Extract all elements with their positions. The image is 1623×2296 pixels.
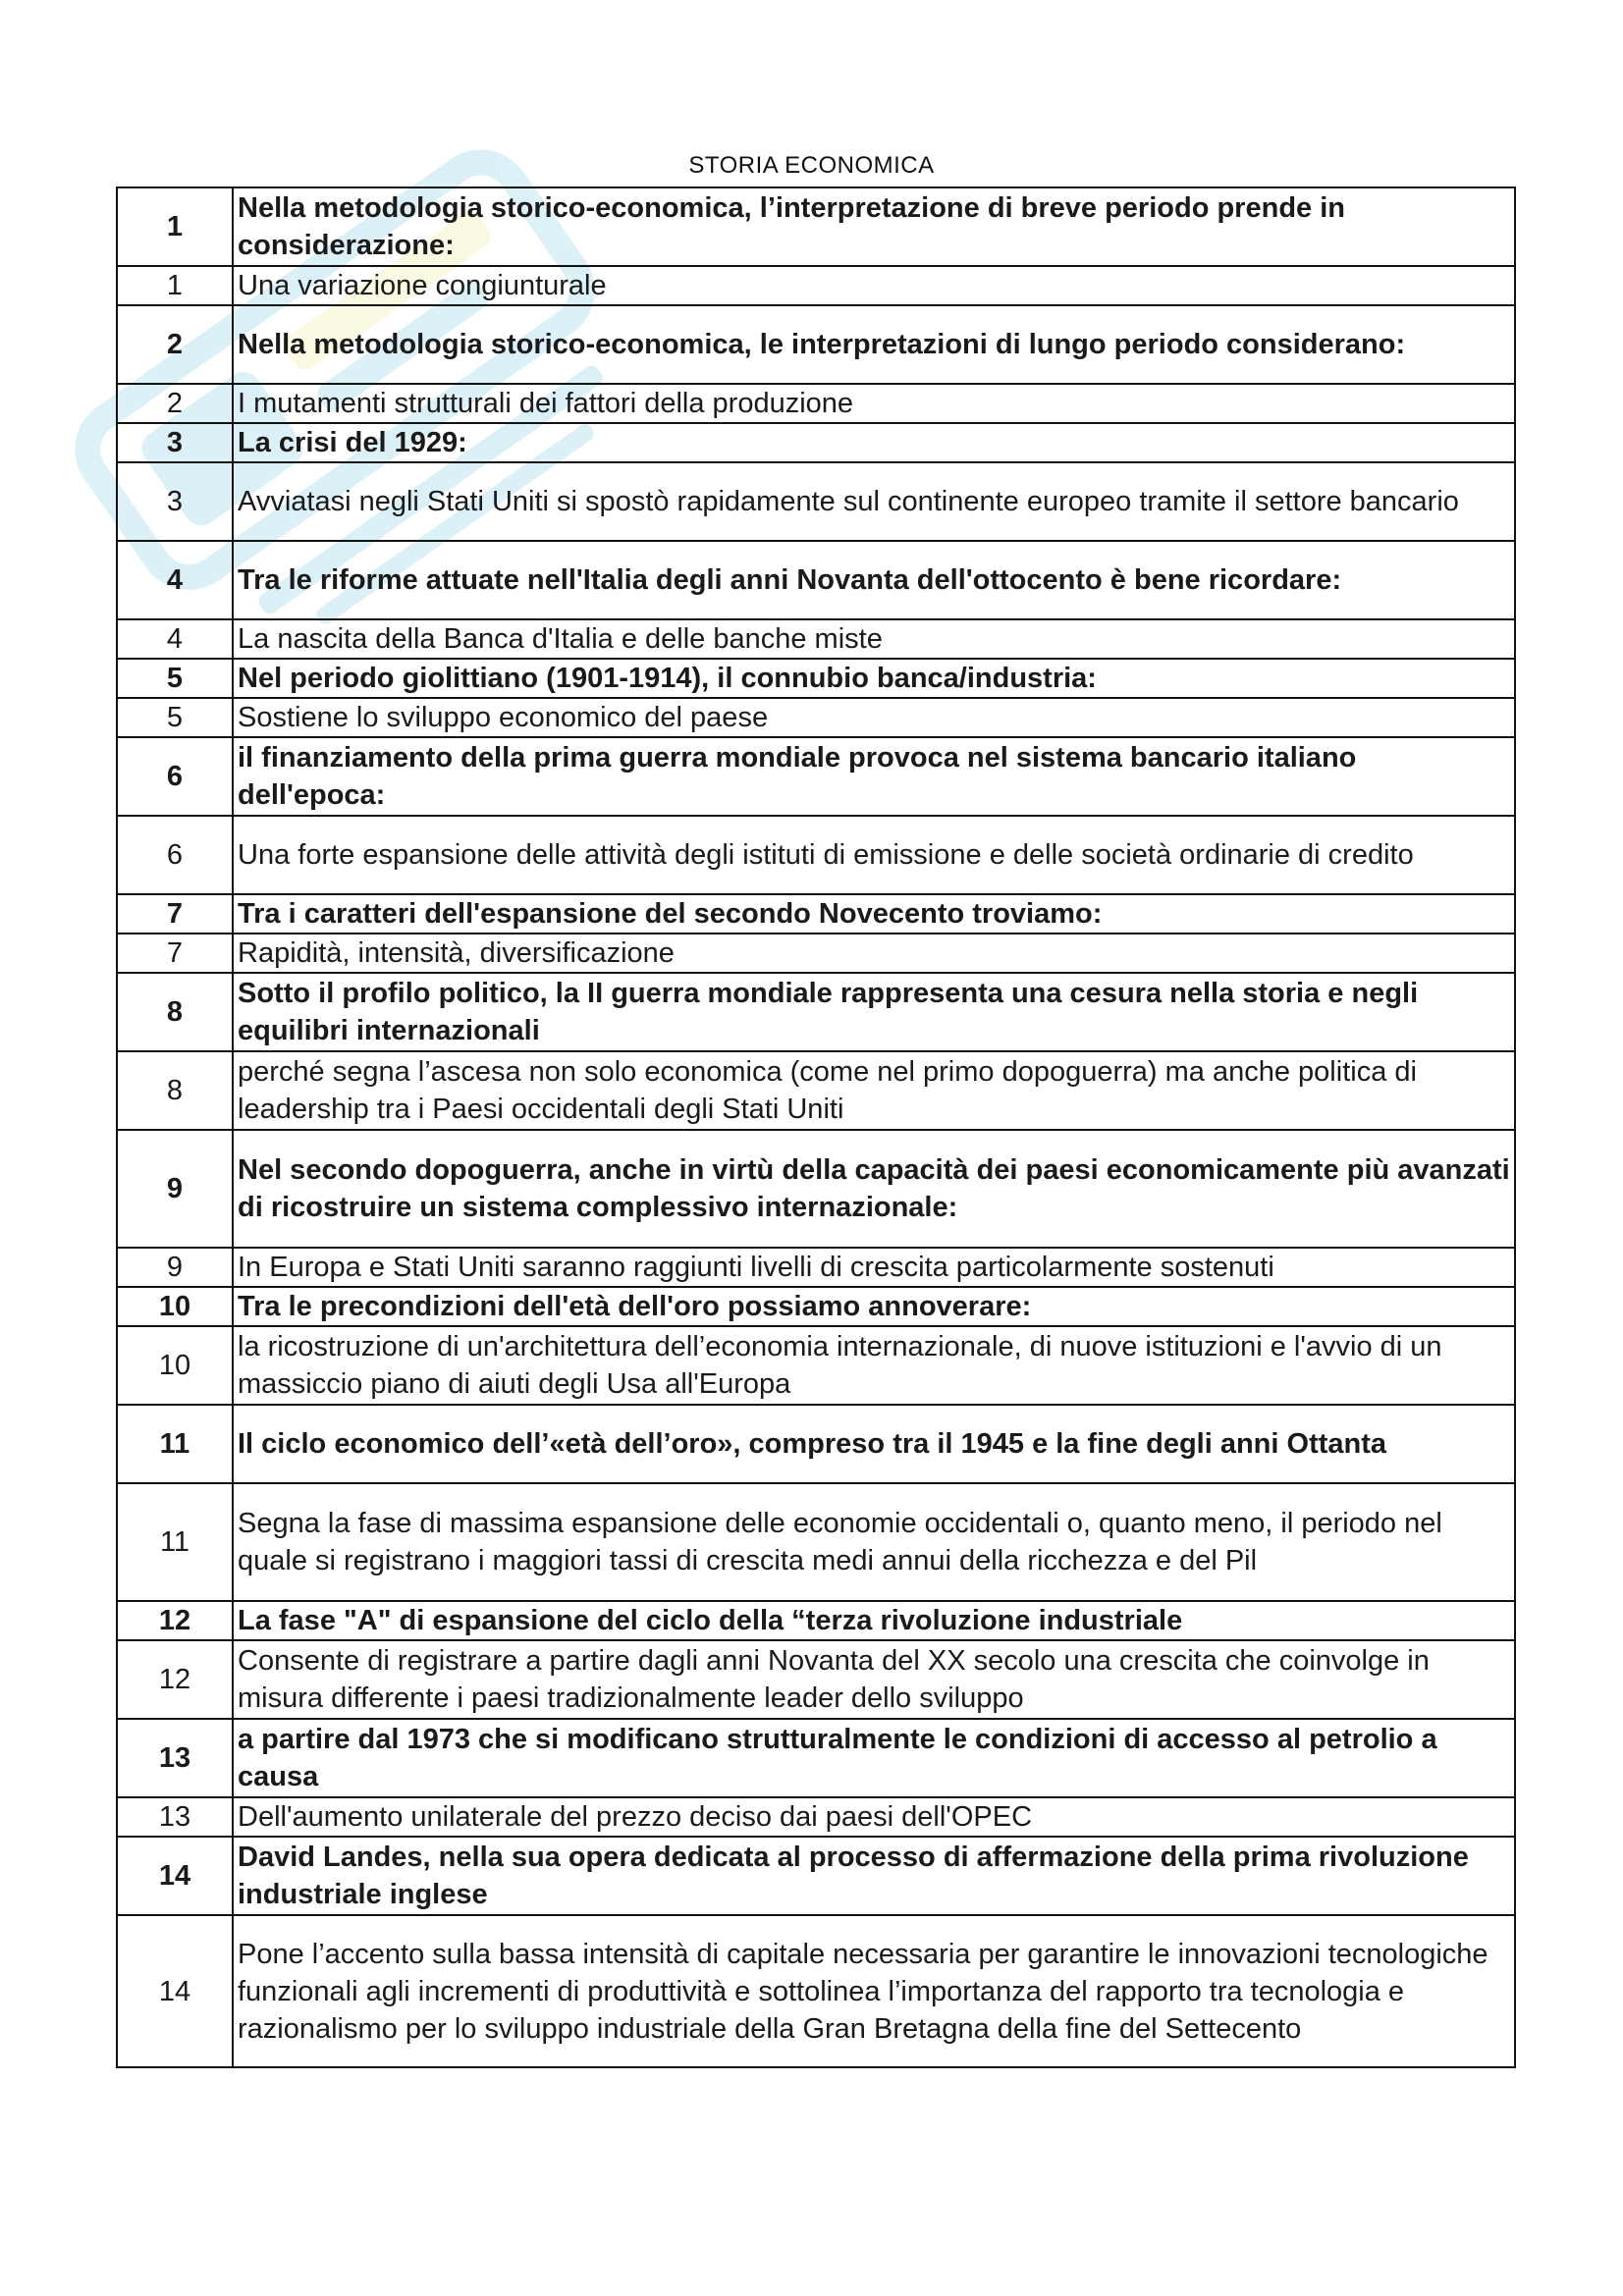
- row-number: 6: [117, 816, 233, 894]
- question-row: [117, 1719, 1515, 1797]
- row-number: 4: [117, 541, 233, 619]
- answer-row: [117, 1797, 1515, 1837]
- answer-row: [117, 462, 1515, 541]
- question-text: Tra le precondizioni dell'età dell'oro possiamo annoverare:: [233, 1287, 1515, 1326]
- question-text: Tra i caratteri dell'espansione del secondo Novecento troviamo:: [233, 894, 1515, 934]
- row-number: 2: [117, 305, 233, 384]
- answer-text: Consente di registrare a partire dagli anni Novanta del XX secolo una crescita che coinvolge in misura differente i paesi tradizionalmente leader dello sviluppo: [233, 1640, 1515, 1719]
- question-text: il finanziamento della prima guerra mondiale provoca nel sistema bancario italiano dell'epoca:: [233, 737, 1515, 816]
- answer-text: In Europa e Stati Uniti saranno raggiunti livelli di crescita particolarmente sostenuti: [233, 1248, 1515, 1287]
- row-number: 12: [117, 1640, 233, 1719]
- question-row: [117, 1601, 1515, 1640]
- answer-row: [117, 1483, 1515, 1601]
- answer-text: Avviatasi negli Stati Uniti si spostò rapidamente sul continente europeo tramite il settore bancario: [233, 462, 1515, 541]
- answer-row: [117, 1051, 1515, 1130]
- row-number: 14: [117, 1837, 233, 1915]
- row-number: 3: [117, 462, 233, 541]
- qa-table: [116, 187, 1516, 2068]
- row-number: 1: [117, 266, 233, 305]
- answer-text: Sostiene lo sviluppo economico del paese: [233, 698, 1515, 737]
- row-number: 13: [117, 1719, 233, 1797]
- question-row: [117, 305, 1515, 384]
- answer-text: Una forte espansione delle attività degli istituti di emissione e delle società ordinarie di credito: [233, 816, 1515, 894]
- answer-text: La nascita della Banca d'Italia e delle banche miste: [233, 619, 1515, 659]
- question-row: [117, 1130, 1515, 1248]
- question-text: La fase "A" di espansione del ciclo della “terza rivoluzione industriale: [233, 1601, 1515, 1640]
- question-row: [117, 541, 1515, 619]
- row-number: 5: [117, 659, 233, 698]
- question-text: Nella metodologia storico-economica, le interpretazioni di lungo periodo considerano:: [233, 305, 1515, 384]
- answer-row: [117, 934, 1515, 973]
- question-row: [117, 973, 1515, 1051]
- answer-row: [117, 619, 1515, 659]
- row-number: 3: [117, 423, 233, 462]
- row-number: 12: [117, 1601, 233, 1640]
- row-number: 1: [117, 187, 233, 266]
- question-row: [117, 187, 1515, 266]
- question-text: Sotto il profilo politico, la II guerra mondiale rappresenta una cesura nella storia e negli equilibri internazionali: [233, 973, 1515, 1051]
- row-number: 9: [117, 1130, 233, 1248]
- question-text: La crisi del 1929:: [233, 423, 1515, 462]
- answer-text: Segna la fase di massima espansione delle economie occidentali o, quanto meno, il periodo nel quale si registrano i maggiori tassi di crescita medi annui della ricchezza e del Pil: [233, 1483, 1515, 1601]
- row-number: 4: [117, 619, 233, 659]
- question-row: [117, 737, 1515, 816]
- row-number: 10: [117, 1287, 233, 1326]
- row-number: 10: [117, 1326, 233, 1405]
- question-row: [117, 894, 1515, 934]
- row-number: 6: [117, 737, 233, 816]
- answer-text: Dell'aumento unilaterale del prezzo deciso dai paesi dell'OPEC: [233, 1797, 1515, 1837]
- answer-row: [117, 1326, 1515, 1405]
- page-title: STORIA ECONOMICA: [688, 152, 935, 179]
- answer-text: Pone l’accento sulla bassa intensità di capitale necessaria per garantire le innovazioni tecnologiche funzionali agli incrementi di produttività e sottolinea l’importanza del rapporto tra tecnologia e razionalismo per lo sviluppo industriale della Gran Bretagna della fine del Settecento: [233, 1915, 1515, 2067]
- answer-row: [117, 1640, 1515, 1719]
- row-number: 7: [117, 894, 233, 934]
- question-text: a partire dal 1973 che si modificano strutturalmente le condizioni di accesso al petrolio a causa: [233, 1719, 1515, 1797]
- answer-row: [117, 266, 1515, 305]
- answer-text: Rapidità, intensità, diversificazione: [233, 934, 1515, 973]
- question-text: Nella metodologia storico-economica, l’interpretazione di breve periodo prende in considerazione:: [233, 187, 1515, 266]
- row-number: 8: [117, 973, 233, 1051]
- answer-row: [117, 698, 1515, 737]
- row-number: 8: [117, 1051, 233, 1130]
- answer-row: [117, 1915, 1515, 2067]
- row-number: 7: [117, 934, 233, 973]
- answer-text: la ricostruzione di un'architettura dell’economia internazionale, di nuove istituzioni e l'avvio di un massiccio piano di aiuti degli Usa all'Europa: [233, 1326, 1515, 1405]
- question-row: [117, 1837, 1515, 1915]
- row-number: 2: [117, 384, 233, 423]
- answer-row: [117, 1248, 1515, 1287]
- row-number: 9: [117, 1248, 233, 1287]
- row-number: 11: [117, 1483, 233, 1601]
- question-text: Nel periodo giolittiano (1901-1914), il connubio banca/industria:: [233, 659, 1515, 698]
- question-text: Nel secondo dopoguerra, anche in virtù della capacità dei paesi economicamente più avanzati di ricostruire un sistema complessivo internazionale:: [233, 1130, 1515, 1248]
- row-number: 11: [117, 1405, 233, 1483]
- question-text: David Landes, nella sua opera dedicata al processo di affermazione della prima rivoluzione industriale inglese: [233, 1837, 1515, 1915]
- answer-row: [117, 384, 1515, 423]
- question-text: Il ciclo economico dell’«età dell’oro», compreso tra il 1945 e la fine degli anni Ottanta: [233, 1405, 1515, 1483]
- question-text: Tra le riforme attuate nell'Italia degli anni Novanta dell'ottocento è bene ricordare:: [233, 541, 1515, 619]
- answer-text: Una variazione congiunturale: [233, 266, 1515, 305]
- answer-row: [117, 816, 1515, 894]
- answer-text: I mutamenti strutturali dei fattori della produzione: [233, 384, 1515, 423]
- question-row: [117, 1287, 1515, 1326]
- question-row: [117, 423, 1515, 462]
- question-row: [117, 659, 1515, 698]
- row-number: 5: [117, 698, 233, 737]
- row-number: 14: [117, 1915, 233, 2067]
- answer-text: perché segna l’ascesa non solo economica (come nel primo dopoguerra) ma anche politica di leadership tra i Paesi occidentali degli Stati Uniti: [233, 1051, 1515, 1130]
- row-number: 13: [117, 1797, 233, 1837]
- question-row: [117, 1405, 1515, 1483]
